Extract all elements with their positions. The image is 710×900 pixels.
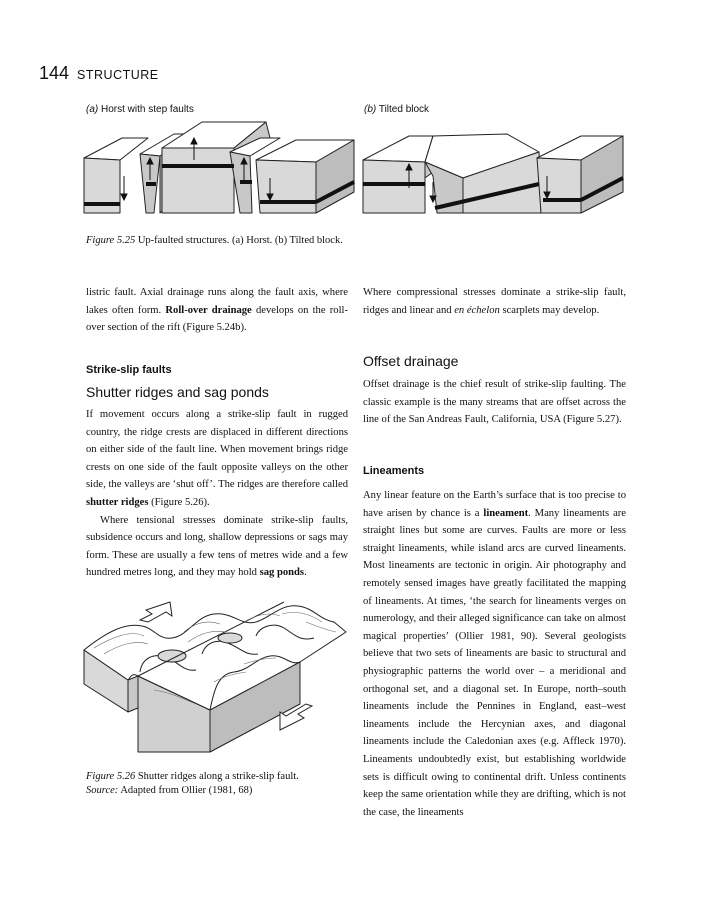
horst-diagram [84,118,356,218]
en-echelon-term: en échelon [454,304,500,316]
left-intro-text: listric fault. Axial drainage runs along the fault axis, where lakes often form. [86,287,348,316]
heading-shutter-ridges: Shutter ridges and sag ponds [86,384,269,400]
figure-525a-text: Horst with step faults [101,104,194,115]
sag-ponds-term: sag ponds [259,567,305,579]
tilted-block-diagram [363,118,625,218]
left-intro-text-2: develops on the roll-over section of the rift (Figure 5.24b). [86,304,348,334]
left-column-body [86,406,348,582]
figure-525b-text: Tilted block [378,104,430,115]
right-intro-text-2: scarplets may develop. [499,304,600,316]
lineaments-paragraph [363,487,626,821]
figure-525-caption [86,234,343,248]
figure-526-source-label: Source: [86,785,119,796]
figure-526-source-text: Adapted from Ollier (1981, 68) [120,785,253,796]
lineaments-text: Any linear feature on the Earth’s surface that is too precise to have arisen by chance is a [363,490,626,519]
heading-offset-drainage: Offset drainage [363,353,459,369]
running-header [39,63,159,84]
page-number: 144 [39,63,70,83]
figure-526-caption [86,770,348,798]
figure-525-caption-text: Up-faulted structures. (a) Horst. (b) Tilted block. [137,235,343,246]
roll-over-drainage-term: Roll-over drainage [165,304,252,316]
heading-lineaments: Lineaments [363,465,425,477]
shutter-para-text: If movement occurs along a strike-slip fault in rugged country, the ridge crests are displaced in different directions on either side of the fault line. When movement brings ridge crests on one side of the fault opposite valleys on the other side, the valleys are ‘shut off’. The ridges are therefore called [86,409,348,491]
figure-525a-label [86,104,194,115]
right-column-intro [363,284,626,319]
figure-526-caption-text: Shutter ridges along a strike-slip fault. [137,771,299,782]
left-column-intro [86,284,348,337]
figure-525-caption-prefix: Figure 5.25 [86,235,136,246]
figure-526-caption-prefix: Figure 5.26 [86,771,136,782]
lineament-term: lineament [483,507,529,519]
shutter-ridges-diagram [84,592,354,762]
section-title: STRUCTURE [77,68,159,82]
heading-strike-slip: Strike-slip faults [86,364,172,376]
shutter-para-end: (Figure 5.26). [148,496,210,508]
lineaments-text-2: . Many lineaments are straight lines but some are curves. Faults are more or less straight lineaments, while island arcs are curved lineaments. Most lineaments are tectonic in origin. Air photography and remotely sensed images have greatly facilitated the mapping of lineaments. At times, ‘the search for lineaments verges on numerology, and their alleged significance can take on almost magical properties’ (Ollier 1981, 90). Several geologists believe that two sets of lineaments are basic to structural and physiographic patterns the world over – a meridional and orthogonal set, and a diagonal set. In Europe, north–south lineaments include the Pennines in England, east–west lineaments include the Hercynian axes, and diagonal lineaments include the Caledonian axes (e.g. Affleck 1970). Lineaments undoubtedly exist, but establishing worldwide sets is difficult owing to continental drift. Unless continents keep the same orientation while they are drifting, which is not the case, the lineaments [363,507,626,818]
offset-drainage-paragraph [363,376,626,429]
sag-para-end: . [304,567,307,579]
sag-para-text: Where tensional stresses dominate strike-slip faults, subsidence occurs and long, shallow depressions or sags may form. These are usually a few tens of metres wide and a few hundred metres long, and they may hold [86,514,348,579]
figure-525a-letter: (a) [86,104,99,115]
shutter-ridges-term: shutter ridges [86,496,149,508]
figure-525b-label [364,104,429,115]
right-intro-text: Where compressional stresses dominate a strike-slip fault, ridges and linear and [363,287,626,316]
offset-drainage-text: Offset drainage is the chief result of strike-slip faulting. The classic example is the many streams that are offset across the line of the San Andreas Fault, California, USA (Figure 5.27). [363,379,626,426]
figure-525b-letter: (b) [364,104,377,115]
